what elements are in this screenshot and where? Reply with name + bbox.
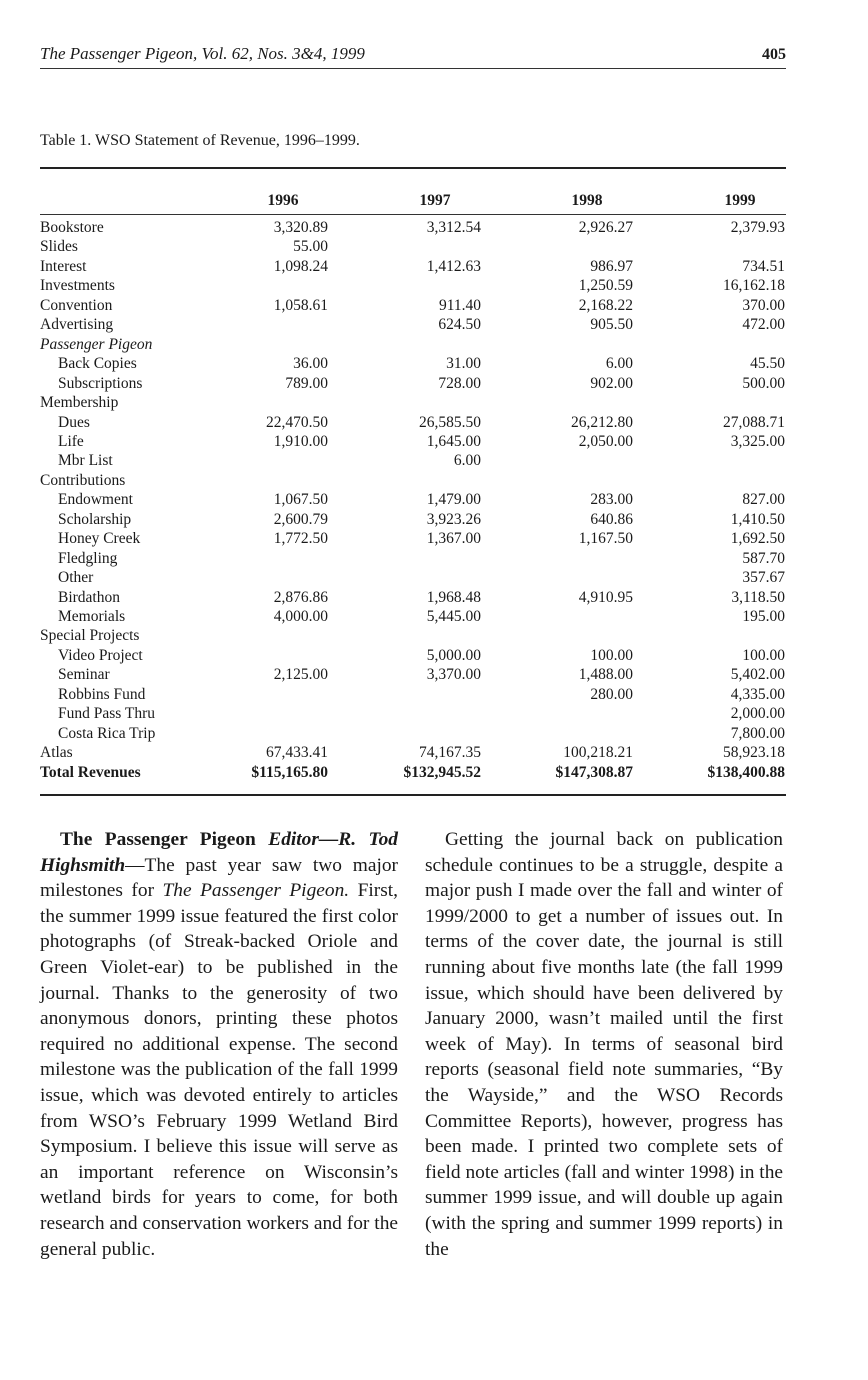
table-row bbox=[40, 763, 786, 783]
cell-1999: 1,692.50 bbox=[730, 530, 785, 548]
cell-1999: 5,402.00 bbox=[730, 666, 785, 684]
cell-1996: 2,600.79 bbox=[273, 510, 328, 528]
year-header-1997: 1997 bbox=[419, 192, 451, 209]
cell-1997: 5,445.00 bbox=[426, 608, 481, 625]
cell-1996: 1,772.50 bbox=[273, 530, 328, 548]
cell-1997: 1,968.48 bbox=[426, 588, 481, 606]
header-rule bbox=[40, 68, 786, 69]
cell-1997: 624.50 bbox=[438, 316, 481, 334]
table-row bbox=[40, 646, 786, 666]
article-paragraph: Getting the journal back on publication schedule continues to be a struggle, despite a major push I made over the fall and winter of 1999/2000 to get a number of issues out. In terms of the cover date, the journal is still running about five months late (the fall 1999 issue, which should have been delivered by January 2000, wasn’t mailed until the first week of May). In terms of seasonal bird reports (seasonal field note summaries, “By the Wayside,” and the WSO Records Committee Reports), however, progress has been made. I printed two complete sets of field note articles (fall and winter 1998) in the summer 1999 issue, and will double up again (with the spring and summer 1999 reports) in the bbox=[425, 829, 783, 1260]
row-label: Life bbox=[58, 432, 84, 450]
cell-1999: 1,410.50 bbox=[730, 510, 785, 528]
cell-1996: 1,098.24 bbox=[273, 257, 328, 275]
body-text: First, the summer 1999 issue featured the first color photographs (of Streak-backed Oriole and Green Violet-ear) to be published in the journal. Thanks to the generosity of two anonymous donors, printing these photos required no additional expense. The second milestone was the publication of the fall 1999 issue, which was devoted entirely to articles from WSO’s February 1999 Wetland Bird Symposium. I believe this issue will serve as an important reference on Wisconsin’s wetland birds for years to come, for both research and conservation workers and for the general public. bbox=[40, 880, 398, 1260]
cell-1996: 67,433.41 bbox=[266, 744, 328, 762]
cell-1997: 5,000.00 bbox=[426, 646, 481, 664]
table-row bbox=[40, 451, 786, 471]
journal-citation: The Passenger Pigeon, Vol. 62, Nos. 3&4, 1999 bbox=[40, 44, 365, 63]
row-label: Membership bbox=[40, 394, 119, 412]
article-paragraph bbox=[40, 827, 398, 1262]
cell-1998: 1,167.50 bbox=[578, 530, 633, 548]
table-row bbox=[40, 490, 786, 510]
table-bottom-rule bbox=[40, 794, 786, 796]
running-header bbox=[40, 44, 786, 64]
row-label: Contributions bbox=[40, 471, 126, 489]
cell-1998: 100.00 bbox=[590, 646, 633, 664]
cell-1996: 2,125.00 bbox=[273, 666, 328, 684]
body-text: —The past year saw two major milestones for bbox=[40, 854, 398, 902]
cell-1999: 195.00 bbox=[742, 608, 785, 625]
cell-1999: 734.51 bbox=[742, 257, 785, 275]
row-label: Robbins Fund bbox=[58, 685, 146, 703]
row-label: Fledgling bbox=[58, 549, 118, 567]
table-row bbox=[40, 568, 786, 588]
cell-1997: 728.00 bbox=[438, 374, 481, 392]
cell-1997: 3,312.54 bbox=[426, 219, 481, 236]
row-label: Interest bbox=[40, 257, 87, 275]
article-right-column bbox=[425, 827, 783, 1262]
cell-1999: 3,325.00 bbox=[730, 432, 785, 450]
cell-1996: 789.00 bbox=[285, 374, 328, 392]
cell-1998: 1,250.59 bbox=[578, 277, 633, 295]
cell-1996: 55.00 bbox=[293, 238, 328, 256]
row-label: Fund Pass Thru bbox=[58, 705, 156, 723]
cell-1996: 22,470.50 bbox=[266, 413, 328, 431]
row-label: Subscriptions bbox=[58, 374, 143, 392]
row-label: Bookstore bbox=[40, 219, 104, 236]
cell-1997: 1,367.00 bbox=[426, 530, 481, 548]
cell-1999: 472.00 bbox=[742, 316, 785, 334]
table-row bbox=[40, 510, 786, 530]
cell-1999: 2,379.93 bbox=[730, 219, 785, 236]
article-left-column bbox=[40, 827, 398, 1262]
section-editor: Editor—R. Tod Highsmith bbox=[40, 829, 398, 876]
row-label: Scholarship bbox=[58, 510, 132, 528]
cell-1997: 74,167.35 bbox=[419, 744, 481, 762]
cell-1998: 902.00 bbox=[590, 374, 633, 392]
cell-1999: 500.00 bbox=[742, 374, 785, 392]
row-label: Honey Creek bbox=[58, 530, 141, 548]
table-row bbox=[40, 607, 786, 627]
cell-1997: 1,479.00 bbox=[426, 491, 481, 509]
page-number: 405 bbox=[762, 46, 786, 63]
table-row bbox=[40, 704, 786, 724]
cell-1996: 1,910.00 bbox=[273, 432, 328, 450]
cell-1997: 6.00 bbox=[453, 452, 481, 470]
cell-1996: $115,165.80 bbox=[251, 763, 328, 781]
row-label: Seminar bbox=[58, 666, 110, 684]
table-row bbox=[40, 354, 786, 374]
year-header-1996: 1996 bbox=[267, 192, 299, 209]
cell-1999: 45.50 bbox=[750, 355, 785, 373]
row-label: Mbr List bbox=[58, 452, 113, 470]
journal-title-inline: The Passenger Pigeon. bbox=[162, 880, 350, 902]
row-label: Video Project bbox=[58, 646, 143, 664]
cell-1996: 1,058.61 bbox=[273, 296, 328, 314]
cell-1998: 4,910.95 bbox=[578, 588, 633, 606]
table-row bbox=[40, 685, 786, 705]
table-row bbox=[40, 218, 786, 238]
table-row bbox=[40, 237, 786, 257]
table-row bbox=[40, 335, 786, 355]
table-row bbox=[40, 374, 786, 394]
cell-1997: 3,923.26 bbox=[426, 510, 481, 528]
cell-1999: $138,400.88 bbox=[707, 763, 785, 781]
cell-1999: 2,000.00 bbox=[730, 705, 785, 723]
cell-1998: 6.00 bbox=[605, 355, 633, 373]
cell-1996: 4,000.00 bbox=[273, 608, 328, 625]
table-row bbox=[40, 626, 786, 646]
cell-1996: 1,067.50 bbox=[273, 491, 328, 509]
year-header-1998: 1998 bbox=[571, 192, 603, 209]
row-label: Costa Rica Trip bbox=[58, 724, 156, 742]
section-heading: The Passenger Pigeon bbox=[60, 829, 269, 850]
row-label: Advertising bbox=[40, 316, 114, 334]
table-row bbox=[40, 393, 786, 413]
cell-1997: 31.00 bbox=[446, 355, 481, 373]
cell-1999: 587.70 bbox=[742, 549, 785, 567]
cell-1999: 357.67 bbox=[742, 569, 785, 587]
row-label: Passenger Pigeon bbox=[40, 335, 153, 353]
row-label: Investments bbox=[40, 277, 115, 295]
row-label: Dues bbox=[58, 413, 90, 431]
cell-1997: 1,645.00 bbox=[426, 432, 481, 450]
cell-1999: 3,118.50 bbox=[731, 588, 785, 606]
row-label: Birdathon bbox=[58, 588, 120, 606]
cell-1997: 3,370.00 bbox=[426, 666, 481, 684]
cell-1998: 280.00 bbox=[590, 685, 633, 703]
cell-1998: 2,168.22 bbox=[578, 296, 633, 314]
cell-1999: 370.00 bbox=[742, 296, 785, 314]
table-caption: Table 1. WSO Statement of Revenue, 1996–1999. bbox=[40, 132, 360, 149]
row-label: Back Copies bbox=[58, 355, 137, 373]
table-row bbox=[40, 743, 786, 763]
year-header-1999: 1999 bbox=[724, 192, 756, 209]
cell-1997: 26,585.50 bbox=[419, 413, 481, 431]
table-top-rule bbox=[40, 167, 786, 169]
table-row bbox=[40, 529, 786, 549]
cell-1999: 58,923.18 bbox=[723, 744, 785, 762]
cell-1998: 1,488.00 bbox=[578, 666, 633, 684]
table-row bbox=[40, 296, 786, 316]
cell-1996: 3,320.89 bbox=[273, 219, 328, 236]
row-label: Convention bbox=[40, 296, 113, 314]
table-row bbox=[40, 432, 786, 452]
cell-1998: 2,926.27 bbox=[578, 219, 633, 236]
cell-1998: 26,212.80 bbox=[571, 413, 633, 431]
cell-1999: 27,088.71 bbox=[723, 413, 785, 431]
cell-1998: 905.50 bbox=[590, 316, 633, 334]
cell-1997: 1,412.63 bbox=[426, 257, 481, 275]
row-label: Endowment bbox=[58, 491, 133, 509]
cell-1996: 36.00 bbox=[293, 355, 328, 373]
table-row bbox=[40, 665, 786, 685]
cell-1998: 640.86 bbox=[590, 510, 633, 528]
table-row bbox=[40, 315, 786, 335]
cell-1999: 100.00 bbox=[742, 646, 785, 664]
cell-1999: 827.00 bbox=[742, 491, 785, 509]
cell-1999: 7,800.00 bbox=[730, 724, 785, 742]
cell-1997: $132,945.52 bbox=[403, 763, 481, 781]
table-row bbox=[40, 724, 786, 744]
table-row bbox=[40, 549, 786, 569]
table-header-rule bbox=[40, 214, 786, 215]
row-label: Special Projects bbox=[40, 627, 140, 645]
cell-1998: $147,308.87 bbox=[555, 763, 633, 781]
row-label: Atlas bbox=[40, 744, 73, 762]
cell-1999: 4,335.00 bbox=[730, 685, 785, 703]
table-row bbox=[40, 257, 786, 277]
cell-1996: 2,876.86 bbox=[273, 588, 328, 606]
cell-1998: 283.00 bbox=[590, 491, 633, 509]
cell-1998: 2,050.00 bbox=[578, 432, 633, 450]
cell-1998: 100,218.21 bbox=[563, 744, 633, 762]
table-row bbox=[40, 588, 786, 608]
row-label: Slides bbox=[40, 238, 78, 256]
cell-1999: 16,162.18 bbox=[723, 277, 785, 295]
table-row bbox=[40, 276, 786, 296]
row-label: Total Revenues bbox=[40, 763, 141, 781]
row-label: Memorials bbox=[58, 608, 126, 625]
cell-1998: 986.97 bbox=[590, 257, 633, 275]
table-row bbox=[40, 413, 786, 433]
row-label: Other bbox=[58, 569, 94, 587]
table-row bbox=[40, 471, 786, 491]
cell-1997: 911.40 bbox=[438, 296, 481, 314]
